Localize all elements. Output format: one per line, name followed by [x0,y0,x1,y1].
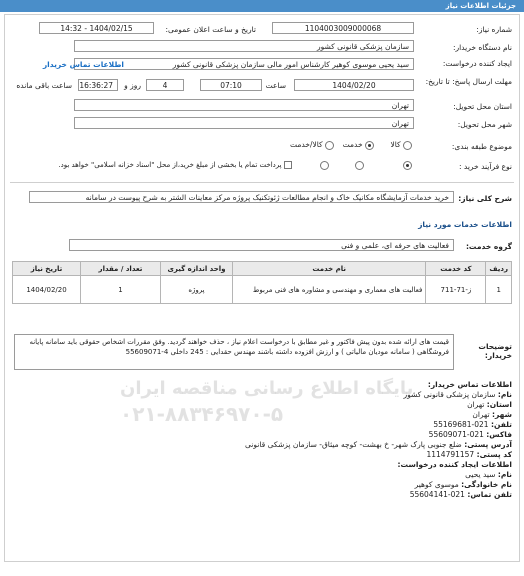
category-option-goods[interactable] [390,140,412,150]
contact-line: فاکس: 021-55609071 [428,430,512,439]
page-header [0,0,524,12]
category-goods-label: کالا [390,140,401,149]
contact-line: اطلاعات ایجاد کننده درخواست: [397,460,512,469]
remaining-time-field: 16:36:27 [78,79,118,91]
purchase-option-1[interactable] [403,160,412,170]
requester-label: ایجاد کننده درخواست: [442,59,512,68]
category-service-label: خدمت [342,140,363,149]
purchase-option-2-radio[interactable] [355,161,364,170]
purchase-option-3[interactable] [320,160,329,170]
category-goods-service-label: کالا/خدمت [289,140,323,149]
contact-line: کد پستی: 1114791157 [426,450,512,459]
category-option-service[interactable] [343,140,374,150]
province-label: استان محل تحویل: [453,102,512,111]
purchase-option-1-radio[interactable] [403,161,412,170]
contact-line: نام خانوادگی: موسوی کوهیر [414,480,512,489]
table-row [13,276,512,304]
divider [10,182,514,183]
purchase-type-label: نوع فرآیند خرید : [458,162,512,171]
cell-code: ز-71-711 [426,276,486,304]
col-qty: تعداد / مقدار [81,262,161,276]
notes-label: توضیحات خریدار: [478,342,512,360]
need-number-label: شماره نیاز: [476,25,512,34]
col-unit: واحد اندازه گیری [161,262,233,276]
contact-line: استان: تهران [467,400,512,409]
contact-line: نام: سازمان پزشکی قانونی کشور [403,390,512,399]
col-code: کد خدمت [426,262,486,276]
need-number-field: 1104003009000068 [272,22,414,34]
buyer-contact-link[interactable]: اطلاعات تماس خریدار [42,60,124,69]
cell-date: 1404/02/20 [13,276,81,304]
contact-info [92,380,512,500]
col-name: نام خدمت [233,262,426,276]
deadline-time-field: 07:10 [200,79,262,91]
city-label: شهر محل تحویل: [457,120,512,129]
buyer-label: نام دستگاه خریدار: [452,43,512,52]
watermark-line-1: پایگاه اطلاع رسانی مناقصه ایران [120,378,414,399]
contact-line: نام: سید یحیی [465,470,512,479]
remaining-label: ساعت باقی مانده [16,81,72,90]
days-field: 4 [146,79,184,91]
watermark-line-2: ۰۲۱-۸۸۳۴۶۹۷۰-۵ [120,402,284,426]
col-date: تاریخ نیاز [13,262,81,276]
contact-line: تلفن: 021-55169681 [433,420,512,429]
service-group-label: گروه خدمت: [465,242,512,251]
notes-box: قیمت های ارائه شده بدون پیش فاکتور و غیر مطابق با درخواست اعلام نیاز ، حذف خواهند گردید. وفق مقررات اشخاص حقوقی باید سامانه پایانه فروشگاهی ( سامانه مودیان مالیاتی ) و ارزش افزوده داشته باشند مهندس حقدایی : 245 داخلی 4-55609071 [14,334,454,370]
page-title: جزئیات اطلاعات نیاز [445,2,516,10]
services-section-title: اطلاعات خدمات مورد نیاز [418,220,512,229]
deadline-date-field: 1404/02/20 [294,79,414,91]
city-field: تهران [74,117,414,129]
days-label: روز و [124,81,141,90]
requester-field: سید یحیی موسوی کوهیر کارشناس امور مالی سازمان پزشکی قانونی کشور [74,58,414,70]
deadline-time-label: ساعت [265,81,286,90]
contact-line: شهر: تهران [472,410,512,419]
category-goods-radio[interactable] [403,141,412,150]
purchase-option-2[interactable] [355,160,364,170]
buyer-field: سازمان پزشکی قانونی کشور [74,40,414,52]
summary-label: شرح کلی نیاز: [458,194,512,203]
cell-qty: 1 [81,276,161,304]
category-option-goods-service[interactable] [290,140,334,150]
announce-label: تاریخ و ساعت اعلان عمومی: [165,25,256,34]
treasury-checkbox[interactable] [284,161,292,169]
service-group-field: فعالیت های حرفه ای، علمی و فنی [69,239,454,251]
deadline-label: مهلت ارسال پاسخ: تا تاریخ: [425,77,512,86]
cell-unit: پروژه [161,276,233,304]
contact-line: آدرس پستی: ضلع جنوبی پارک شهر- خ بهشت- کوچه میثاق- سازمان پزشکی قانونی [245,440,512,449]
announce-field: 1404/02/15 - 14:32 [39,22,154,34]
treasury-note: پرداخت تمام یا بخشی از مبلغ خرید،از محل "اسناد خزانه اسلامی" خواهد بود. [58,161,282,169]
category-service-radio[interactable] [365,141,374,150]
province-field: تهران [74,99,414,111]
category-label: موضوع طبقه بندی: [451,142,512,151]
services-table [12,261,512,304]
col-row: ردیف [486,262,512,276]
summary-field: خرید خدمات آزمایشگاه مکانیک خاک و انجام مطالعات ژئوتکنیک پروژه مرکز معاینات الشتر به شرح پیوست در سامانه [29,191,454,203]
category-goods-service-radio[interactable] [325,141,334,150]
purchase-option-3-radio[interactable] [320,161,329,170]
table-header-row [13,262,512,276]
contact-title: اطلاعات تماس خریدار: [427,380,512,389]
contact-line: تلفن تماس: 021-55604141 [409,490,512,499]
cell-name: فعالیت های معماری و مهندسی و مشاوره های فنی مربوط [233,276,426,304]
cell-row: 1 [486,276,512,304]
treasury-checkbox-row[interactable] [58,160,292,169]
